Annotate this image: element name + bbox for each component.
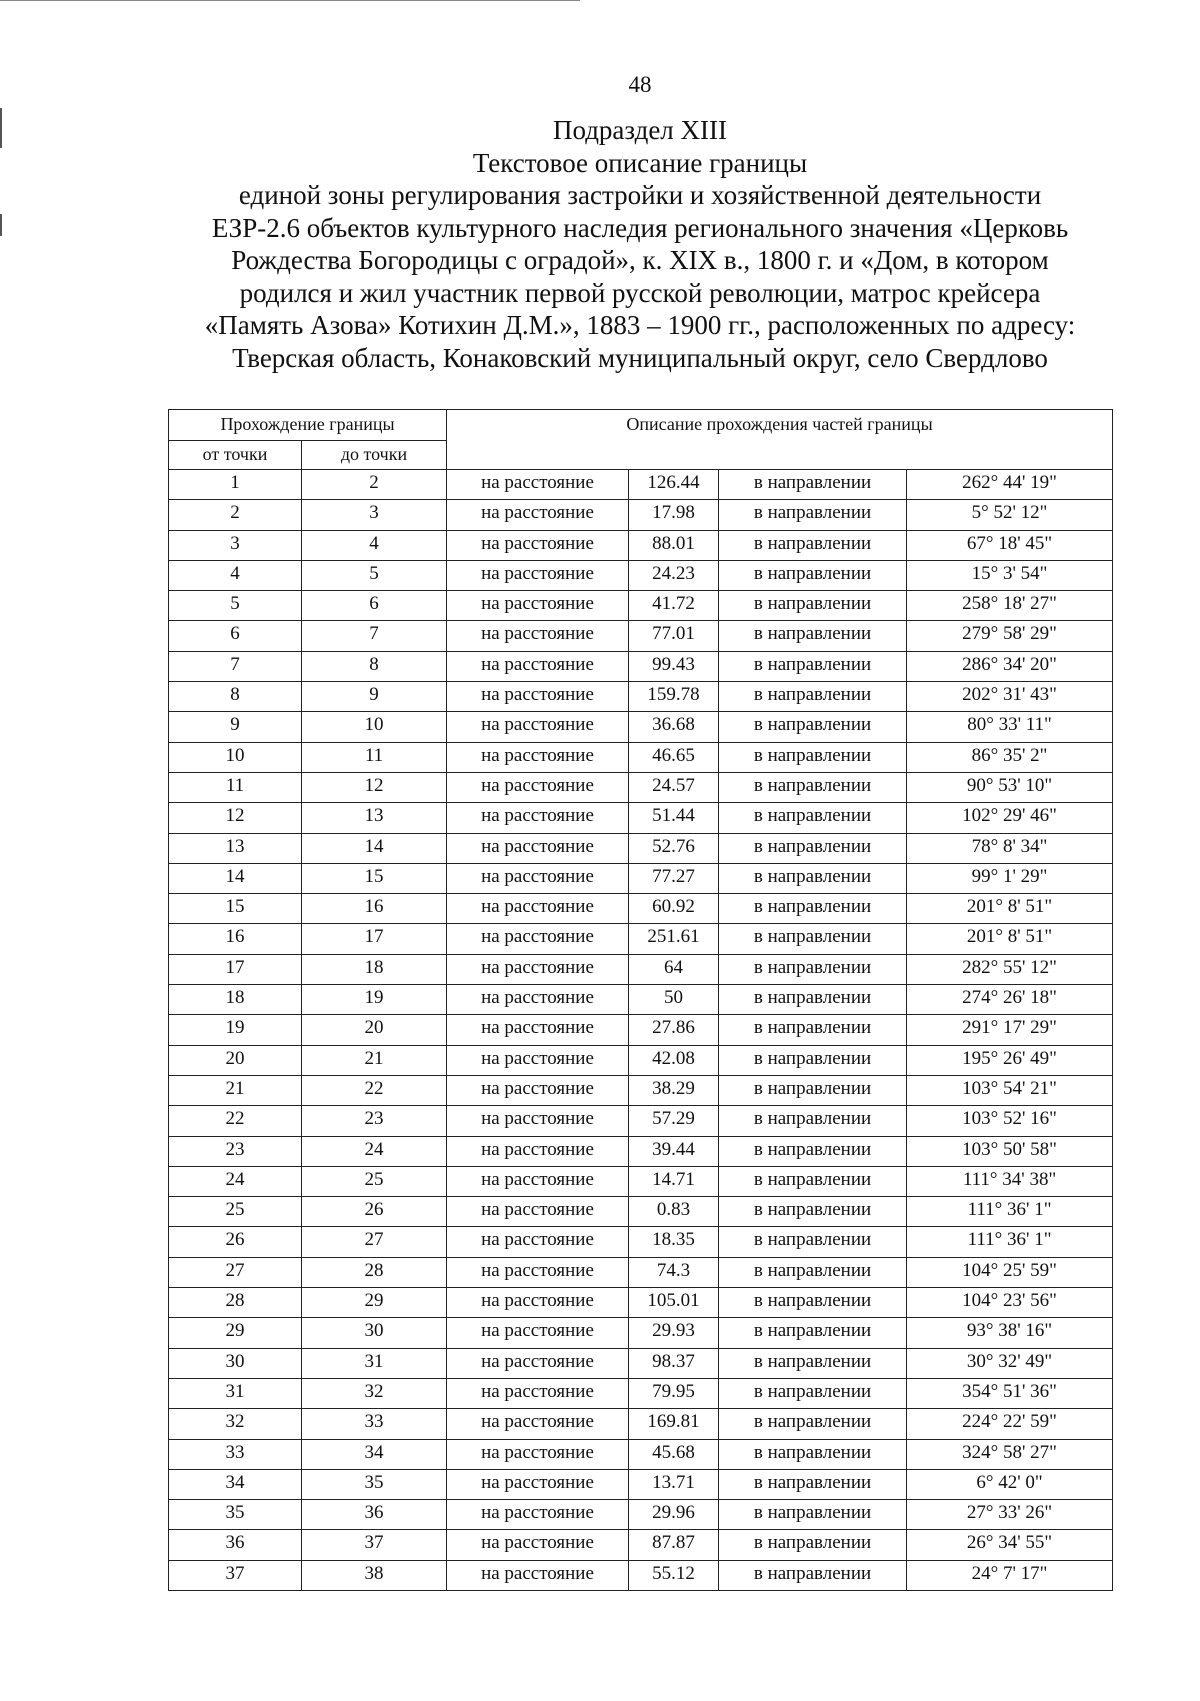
- cell-from-point: 12: [169, 803, 302, 833]
- cell-from-point: 23: [169, 1136, 302, 1166]
- cell-to-point: 24: [302, 1136, 447, 1166]
- cell-to-point: 8: [302, 651, 447, 681]
- cell-to-point: 12: [302, 772, 447, 802]
- cell-bearing: 24° 7' 17": [907, 1560, 1113, 1590]
- cell-distance-label: на расстояние: [447, 1378, 629, 1408]
- cell-distance-label: на расстояние: [447, 1106, 629, 1136]
- cell-from-point: 37: [169, 1560, 302, 1590]
- cell-direction-label: в направлении: [719, 954, 907, 984]
- cell-direction-label: в направлении: [719, 1197, 907, 1227]
- cell-direction-label: в направлении: [719, 651, 907, 681]
- cell-direction-label: в направлении: [719, 924, 907, 954]
- cell-from-point: 5: [169, 591, 302, 621]
- cell-bearing: 26° 34' 55": [907, 1530, 1113, 1560]
- cell-to-point: 22: [302, 1075, 447, 1105]
- cell-from-point: 9: [169, 712, 302, 742]
- table-row: [169, 772, 1113, 802]
- cell-direction-label: в направлении: [719, 1045, 907, 1075]
- cell-direction-label: в направлении: [719, 803, 907, 833]
- cell-from-point: 1: [169, 470, 302, 500]
- cell-from-point: 13: [169, 833, 302, 863]
- cell-bearing: 195° 26' 49": [907, 1045, 1113, 1075]
- table-row: [169, 470, 1113, 500]
- cell-distance-label: на расстояние: [447, 1197, 629, 1227]
- table-row: [169, 1469, 1113, 1499]
- header-description: Описание прохождения частей границы: [447, 410, 1113, 470]
- cell-distance-label: на расстояние: [447, 712, 629, 742]
- cell-from-point: 6: [169, 621, 302, 651]
- cell-from-point: 16: [169, 924, 302, 954]
- cell-from-point: 29: [169, 1318, 302, 1348]
- heading-line: ЕЗР-2.6 объектов культурного наследия регионального значения «Церковь: [211, 212, 1069, 243]
- table-row: [169, 742, 1113, 772]
- cell-distance: 57.29: [629, 1106, 719, 1136]
- cell-to-point: 6: [302, 591, 447, 621]
- cell-bearing: 67° 18' 45": [907, 530, 1113, 560]
- cell-distance-label: на расстояние: [447, 530, 629, 560]
- cell-direction-label: в направлении: [719, 1166, 907, 1196]
- table-row: [169, 1288, 1113, 1318]
- cell-direction-label: в направлении: [719, 1227, 907, 1257]
- cell-to-point: 38: [302, 1560, 447, 1590]
- cell-bearing: 224° 22' 59": [907, 1409, 1113, 1439]
- cell-distance-label: на расстояние: [447, 682, 629, 712]
- cell-distance: 50: [629, 985, 719, 1015]
- cell-distance-label: на расстояние: [447, 1227, 629, 1257]
- cell-direction-label: в направлении: [719, 985, 907, 1015]
- table-row: [169, 1045, 1113, 1075]
- cell-to-point: 23: [302, 1106, 447, 1136]
- table-row: [169, 1257, 1113, 1287]
- cell-from-point: 31: [169, 1378, 302, 1408]
- cell-to-point: 33: [302, 1409, 447, 1439]
- table-row: [169, 682, 1113, 712]
- cell-to-point: 10: [302, 712, 447, 742]
- cell-distance-label: на расстояние: [447, 1045, 629, 1075]
- heading-line: Тверская область, Конаковский муниципальный округ, село Свердлово: [232, 342, 1048, 373]
- cell-from-point: 30: [169, 1348, 302, 1378]
- cell-to-point: 15: [302, 863, 447, 893]
- cell-to-point: 26: [302, 1197, 447, 1227]
- cell-distance-label: на расстояние: [447, 1469, 629, 1499]
- cell-distance: 39.44: [629, 1136, 719, 1166]
- cell-distance: 17.98: [629, 500, 719, 530]
- cell-direction-label: в направлении: [719, 1409, 907, 1439]
- cell-bearing: 103° 50' 58": [907, 1136, 1113, 1166]
- cell-from-point: 4: [169, 560, 302, 590]
- cell-bearing: 104° 23' 56": [907, 1288, 1113, 1318]
- cell-distance-label: на расстояние: [447, 863, 629, 893]
- cell-from-point: 20: [169, 1045, 302, 1075]
- cell-distance: 14.71: [629, 1166, 719, 1196]
- cell-distance: 0.83: [629, 1197, 719, 1227]
- cell-bearing: 279° 58' 29": [907, 621, 1113, 651]
- cell-bearing: 102° 29' 46": [907, 803, 1113, 833]
- cell-bearing: 103° 54' 21": [907, 1075, 1113, 1105]
- cell-from-point: 3: [169, 530, 302, 560]
- cell-distance-label: на расстояние: [447, 1166, 629, 1196]
- cell-distance-label: на расстояние: [447, 1136, 629, 1166]
- cell-direction-label: в направлении: [719, 833, 907, 863]
- cell-direction-label: в направлении: [719, 712, 907, 742]
- cell-bearing: 78° 8' 34": [907, 833, 1113, 863]
- cell-direction-label: в направлении: [719, 1530, 907, 1560]
- cell-to-point: 17: [302, 924, 447, 954]
- heading-line: единой зоны регулирования застройки и хозяйственной деятельности: [238, 180, 1042, 210]
- cell-direction-label: в направлении: [719, 1288, 907, 1318]
- table-row: [169, 1197, 1113, 1227]
- cell-to-point: 34: [302, 1439, 447, 1469]
- cell-direction-label: в направлении: [719, 1560, 907, 1590]
- table-row: [169, 924, 1113, 954]
- cell-distance-label: на расстояние: [447, 1288, 629, 1318]
- cell-direction-label: в направлении: [719, 1378, 907, 1408]
- cell-distance-label: на расстояние: [447, 1075, 629, 1105]
- cell-distance-label: на расстояние: [447, 1530, 629, 1560]
- table-row: [169, 894, 1113, 924]
- cell-from-point: 2: [169, 500, 302, 530]
- table-row: [169, 651, 1113, 681]
- cell-direction-label: в направлении: [719, 1348, 907, 1378]
- cell-distance-label: на расстояние: [447, 954, 629, 984]
- cell-bearing: 201° 8' 51": [907, 924, 1113, 954]
- cell-direction-label: в направлении: [719, 772, 907, 802]
- cell-to-point: 4: [302, 530, 447, 560]
- cell-distance: 55.12: [629, 1560, 719, 1590]
- heading-line: Рождества Богородицы с оградой», к. XIX в., 1800 г. и «Дом, в котором: [231, 245, 1049, 275]
- cell-direction-label: в направлении: [719, 621, 907, 651]
- table-row: [169, 954, 1113, 984]
- cell-direction-label: в направлении: [719, 1106, 907, 1136]
- cell-direction-label: в направлении: [719, 530, 907, 560]
- cell-distance: 41.72: [629, 591, 719, 621]
- cell-from-point: 36: [169, 1530, 302, 1560]
- cell-to-point: 11: [302, 742, 447, 772]
- boundary-table-body: [169, 470, 1113, 1591]
- cell-to-point: 27: [302, 1227, 447, 1257]
- cell-bearing: 202° 31' 43": [907, 682, 1113, 712]
- cell-from-point: 15: [169, 894, 302, 924]
- cell-direction-label: в направлении: [719, 863, 907, 893]
- cell-to-point: 25: [302, 1166, 447, 1196]
- table-row: [169, 500, 1113, 530]
- cell-to-point: 21: [302, 1045, 447, 1075]
- cell-to-point: 9: [302, 682, 447, 712]
- cell-direction-label: в направлении: [719, 1500, 907, 1530]
- cell-distance: 79.95: [629, 1378, 719, 1408]
- cell-distance-label: на расстояние: [447, 1348, 629, 1378]
- cell-distance-label: на расстояние: [447, 1500, 629, 1530]
- table-row: [169, 1560, 1113, 1590]
- cell-distance: 29.93: [629, 1318, 719, 1348]
- cell-to-point: 36: [302, 1500, 447, 1530]
- cell-distance: 52.76: [629, 833, 719, 863]
- cell-bearing: 291° 17' 29": [907, 1015, 1113, 1045]
- cell-bearing: 104° 25' 59": [907, 1257, 1113, 1287]
- cell-distance: 24.23: [629, 560, 719, 590]
- cell-distance-label: на расстояние: [447, 894, 629, 924]
- cell-distance-label: на расстояние: [447, 1560, 629, 1590]
- cell-bearing: 90° 53' 10": [907, 772, 1113, 802]
- cell-bearing: 30° 32' 49": [907, 1348, 1113, 1378]
- cell-direction-label: в направлении: [719, 742, 907, 772]
- cell-to-point: 7: [302, 621, 447, 651]
- cell-bearing: 99° 1' 29": [907, 863, 1113, 893]
- table-row: [169, 1075, 1113, 1105]
- heading-line: Текстовое описание границы: [472, 147, 808, 178]
- table-row: [169, 1348, 1113, 1378]
- table-row: [169, 1439, 1113, 1469]
- table-row: [169, 1015, 1113, 1045]
- cell-from-point: 33: [169, 1439, 302, 1469]
- cell-to-point: 28: [302, 1257, 447, 1287]
- cell-bearing: 111° 34' 38": [907, 1166, 1113, 1196]
- cell-from-point: 35: [169, 1500, 302, 1530]
- cell-to-point: 29: [302, 1288, 447, 1318]
- heading-line: «Память Азова» Котихин Д.М.», 1883 – 1900 гг., расположенных по адресу:: [204, 310, 1076, 340]
- table-row: [169, 530, 1113, 560]
- cell-distance: 87.87: [629, 1530, 719, 1560]
- cell-from-point: 32: [169, 1409, 302, 1439]
- cell-distance: 42.08: [629, 1045, 719, 1075]
- cell-bearing: 111° 36' 1": [907, 1197, 1113, 1227]
- cell-bearing: 5° 52' 12": [907, 500, 1113, 530]
- cell-direction-label: в направлении: [719, 470, 907, 500]
- table-row: [169, 1136, 1113, 1166]
- cell-to-point: 37: [302, 1530, 447, 1560]
- cell-distance: 64: [629, 954, 719, 984]
- cell-distance-label: на расстояние: [447, 772, 629, 802]
- table-row: [169, 1378, 1113, 1408]
- cell-distance: 88.01: [629, 530, 719, 560]
- cell-distance-label: на расстояние: [447, 1015, 629, 1045]
- cell-distance-label: на расстояние: [447, 833, 629, 863]
- cell-distance-label: на расстояние: [447, 1257, 629, 1287]
- cell-direction-label: в направлении: [719, 682, 907, 712]
- cell-distance-label: на расстояние: [447, 500, 629, 530]
- cell-bearing: 274° 26' 18": [907, 985, 1113, 1015]
- cell-distance: 99.43: [629, 651, 719, 681]
- cell-from-point: 17: [169, 954, 302, 984]
- cell-from-point: 8: [169, 682, 302, 712]
- cell-distance: 251.61: [629, 924, 719, 954]
- cell-from-point: 21: [169, 1075, 302, 1105]
- cell-direction-label: в направлении: [719, 1075, 907, 1105]
- cell-bearing: 6° 42' 0": [907, 1469, 1113, 1499]
- cell-to-point: 2: [302, 470, 447, 500]
- cell-direction-label: в направлении: [719, 1015, 907, 1045]
- heading-line: родился и жил участник первой русской революции, матрос крейсера: [239, 277, 1041, 308]
- cell-bearing: 354° 51' 36": [907, 1378, 1113, 1408]
- cell-from-point: 18: [169, 985, 302, 1015]
- cell-distance: 98.37: [629, 1348, 719, 1378]
- cell-distance: 46.65: [629, 742, 719, 772]
- cell-from-point: 28: [169, 1288, 302, 1318]
- cell-bearing: 86° 35' 2": [907, 742, 1113, 772]
- cell-bearing: 286° 34' 20": [907, 651, 1113, 681]
- cell-distance: 159.78: [629, 682, 719, 712]
- cell-distance: 74.3: [629, 1257, 719, 1287]
- cell-distance: 27.86: [629, 1015, 719, 1045]
- cell-to-point: 20: [302, 1015, 447, 1045]
- scan-edge-mark: [0, 108, 2, 148]
- cell-to-point: 19: [302, 985, 447, 1015]
- cell-from-point: 26: [169, 1227, 302, 1257]
- cell-from-point: 27: [169, 1257, 302, 1287]
- cell-from-point: 10: [169, 742, 302, 772]
- table-row: [169, 1409, 1113, 1439]
- cell-from-point: 19: [169, 1015, 302, 1045]
- cell-bearing: 93° 38' 16": [907, 1318, 1113, 1348]
- cell-bearing: 103° 52' 16": [907, 1106, 1113, 1136]
- scan-edge-mark: [0, 214, 2, 236]
- cell-distance: 51.44: [629, 803, 719, 833]
- cell-direction-label: в направлении: [719, 894, 907, 924]
- cell-bearing: 27° 33' 26": [907, 1500, 1113, 1530]
- cell-bearing: 262° 44' 19": [907, 470, 1113, 500]
- cell-direction-label: в направлении: [719, 560, 907, 590]
- table-row: [169, 1500, 1113, 1530]
- cell-distance-label: на расстояние: [447, 470, 629, 500]
- table-row: [169, 1318, 1113, 1348]
- cell-distance: 38.29: [629, 1075, 719, 1105]
- cell-bearing: 80° 33' 11": [907, 712, 1113, 742]
- cell-bearing: 111° 36' 1": [907, 1227, 1113, 1257]
- table-row: [169, 1227, 1113, 1257]
- cell-distance-label: на расстояние: [447, 621, 629, 651]
- cell-to-point: 5: [302, 560, 447, 590]
- cell-to-point: 32: [302, 1378, 447, 1408]
- cell-distance-label: на расстояние: [447, 1409, 629, 1439]
- cell-distance-label: на расстояние: [447, 1439, 629, 1469]
- cell-from-point: 34: [169, 1469, 302, 1499]
- cell-direction-label: в направлении: [719, 1318, 907, 1348]
- cell-bearing: 201° 8' 51": [907, 894, 1113, 924]
- cell-bearing: 258° 18' 27": [907, 591, 1113, 621]
- header-to-point: до точки: [302, 441, 447, 470]
- cell-direction-label: в направлении: [719, 1439, 907, 1469]
- cell-direction-label: в направлении: [719, 1469, 907, 1499]
- table-row: [169, 833, 1113, 863]
- cell-to-point: 18: [302, 954, 447, 984]
- cell-to-point: 3: [302, 500, 447, 530]
- cell-from-point: 11: [169, 772, 302, 802]
- cell-distance: 29.96: [629, 1500, 719, 1530]
- boundary-table: [168, 409, 1113, 1591]
- cell-distance-label: на расстояние: [447, 591, 629, 621]
- cell-distance-label: на расстояние: [447, 1318, 629, 1348]
- header-boundary-passage: Прохождение границы: [169, 410, 447, 441]
- cell-distance-label: на расстояние: [447, 803, 629, 833]
- cell-direction-label: в направлении: [719, 500, 907, 530]
- cell-to-point: 16: [302, 894, 447, 924]
- cell-bearing: 15° 3' 54": [907, 560, 1113, 590]
- cell-distance-label: на расстояние: [447, 651, 629, 681]
- cell-distance-label: на расстояние: [447, 924, 629, 954]
- table-row: [169, 863, 1113, 893]
- cell-from-point: 22: [169, 1106, 302, 1136]
- page-number: 48: [628, 72, 652, 97]
- cell-distance-label: на расстояние: [447, 985, 629, 1015]
- cell-distance: 126.44: [629, 470, 719, 500]
- cell-direction-label: в направлении: [719, 1136, 907, 1166]
- cell-distance: 105.01: [629, 1288, 719, 1318]
- cell-distance: 18.35: [629, 1227, 719, 1257]
- cell-distance: 169.81: [629, 1409, 719, 1439]
- heading-line: Подраздел XIII: [552, 115, 728, 145]
- cell-to-point: 14: [302, 833, 447, 863]
- table-row: [169, 803, 1113, 833]
- cell-from-point: 14: [169, 863, 302, 893]
- cell-distance: 60.92: [629, 894, 719, 924]
- cell-direction-label: в направлении: [719, 1257, 907, 1287]
- cell-distance: 45.68: [629, 1439, 719, 1469]
- cell-from-point: 25: [169, 1197, 302, 1227]
- cell-distance: 77.27: [629, 863, 719, 893]
- cell-distance: 77.01: [629, 621, 719, 651]
- cell-bearing: 282° 55' 12": [907, 954, 1113, 984]
- cell-bearing: 324° 58' 27": [907, 1439, 1113, 1469]
- table-row: [169, 1530, 1113, 1560]
- header-from-point: от точки: [169, 441, 302, 470]
- table-row: [169, 591, 1113, 621]
- cell-direction-label: в направлении: [719, 591, 907, 621]
- cell-from-point: 24: [169, 1166, 302, 1196]
- cell-distance: 24.57: [629, 772, 719, 802]
- cell-from-point: 7: [169, 651, 302, 681]
- table-row: [169, 560, 1113, 590]
- cell-distance-label: на расстояние: [447, 742, 629, 772]
- table-row: [169, 621, 1113, 651]
- table-row: [169, 712, 1113, 742]
- document-heading: [150, 114, 1130, 374]
- scan-top-rule: [0, 0, 580, 1]
- cell-to-point: 30: [302, 1318, 447, 1348]
- table-row: [169, 1106, 1113, 1136]
- cell-to-point: 13: [302, 803, 447, 833]
- cell-to-point: 35: [302, 1469, 447, 1499]
- cell-distance-label: на расстояние: [447, 560, 629, 590]
- table-row: [169, 985, 1113, 1015]
- table-row: [169, 1166, 1113, 1196]
- cell-to-point: 31: [302, 1348, 447, 1378]
- cell-distance: 36.68: [629, 712, 719, 742]
- cell-distance: 13.71: [629, 1469, 719, 1499]
